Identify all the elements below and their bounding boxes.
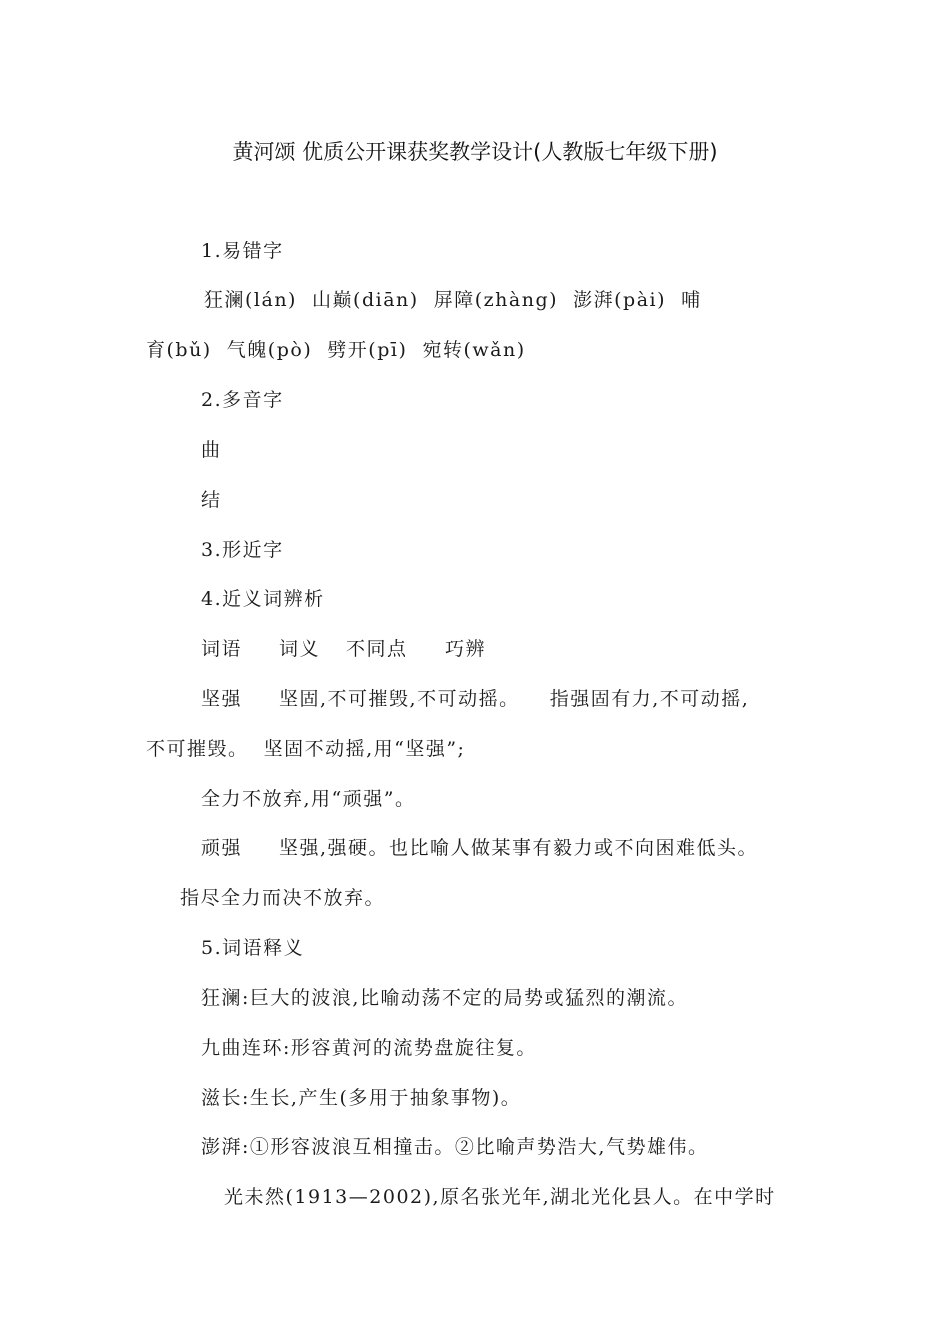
definition-pengpai: 澎湃:①形容波浪互相撞击。②比喻声势浩大,气势雄伟。 xyxy=(201,1136,709,1158)
page-title: 黄河颂 优质公开课获奖教学设计(人教版七年级下册) xyxy=(232,140,718,164)
author-bio-paragraph: 光未然(1913—2002),原名张光年,湖北光化县人。在中学时 xyxy=(224,1186,776,1208)
row-text: 坚强,强硬。也比喻人做某事有毅力或不向困难低头。 xyxy=(279,837,759,859)
row-continuation: 指尽全力而决不放弃。 xyxy=(180,887,386,909)
table-header-meaning: 词义 xyxy=(279,638,321,660)
row-word: 坚强 xyxy=(201,688,243,710)
pinyin-line-2: 育(bǔ) 气魄(pò) 劈开(pī) 宛转(wǎn) xyxy=(146,339,526,361)
section-heading-similar-chars: 3.形近字 xyxy=(201,539,284,561)
section-heading-polyphones: 2.多音字 xyxy=(201,389,284,411)
table-header-difference: 不同点 xyxy=(346,638,408,660)
row-text: 坚固,不可摧毁,不可动摇。 指强固有力,不可动摇, xyxy=(279,688,750,710)
polyphone-item-qu: 曲 xyxy=(201,439,222,461)
row-word: 顽强 xyxy=(201,837,243,859)
row-continuation: 不可摧毁。 坚固不动摇,用“坚强”; xyxy=(146,738,466,760)
definition-jiuqu-lianhuan: 九曲连环:形容黄河的流势盘旋往复。 xyxy=(201,1037,537,1059)
table-header-word: 词语 xyxy=(201,638,243,660)
section-heading-typo-chars: 1.易错字 xyxy=(201,240,284,262)
section-heading-synonyms: 4.近义词辨析 xyxy=(201,588,325,610)
definition-zizhang: 滋长:生长,产生(多用于抽象事物)。 xyxy=(201,1087,522,1109)
table-header-tip: 巧辨 xyxy=(445,638,487,660)
pinyin-line-1: 狂澜(lán) 山巅(diān) 屏障(zhàng) 澎湃(pài) 哺 xyxy=(204,289,702,311)
section-heading-definitions: 5.词语释义 xyxy=(201,937,305,959)
row-continuation: 全力不放弃,用“顽强”。 xyxy=(201,788,416,810)
definition-kuanglan: 狂澜:巨大的波浪,比喻动荡不定的局势或猛烈的潮流。 xyxy=(201,987,688,1009)
polyphone-item-jie: 结 xyxy=(201,489,222,511)
